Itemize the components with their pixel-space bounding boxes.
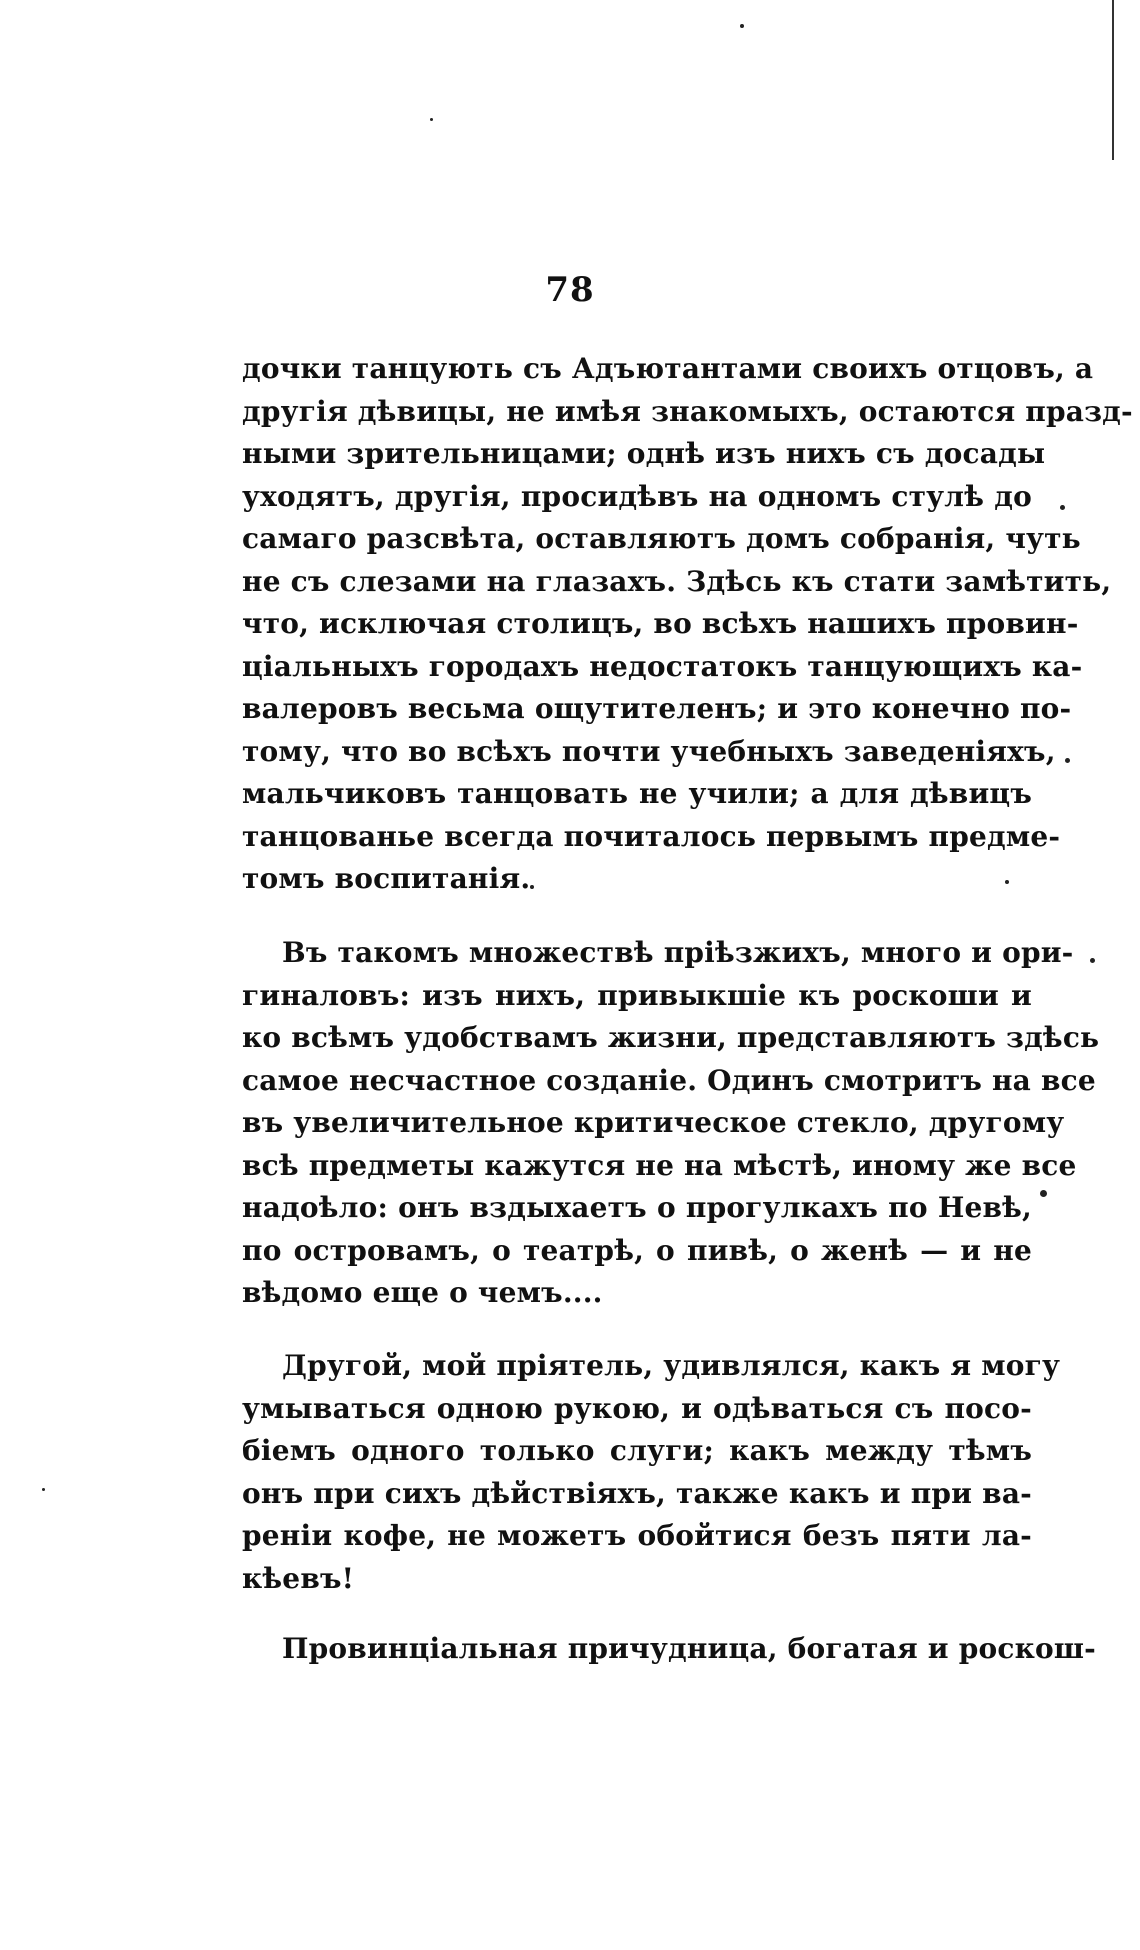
text-line: ными зрительницами; однѣ изъ нихъ съ досады <box>242 437 1046 470</box>
text-line: Провинціальная причудница, богатая и роскош- <box>282 1632 1097 1665</box>
text-line: самаго разсвѣта, оставляютъ домъ собранія, чуть <box>242 522 1081 555</box>
scan-speck <box>1040 1190 1047 1197</box>
paragraph-3 <box>242 1345 1061 1600</box>
text-line: онъ при сихъ дѣйствіяхъ, также какъ и при ва- <box>242 1476 1032 1510</box>
text-line: вѣдомо еще о чемъ.... <box>242 1276 603 1309</box>
text-line: реніи кофе, не можетъ обойтися безъ пяти ла- <box>242 1519 1032 1552</box>
paragraph-4 <box>242 1628 1097 1671</box>
text-line: уходятъ, другія, просидѣвъ на одномъ стулѣ до <box>242 479 1032 513</box>
scan-speck <box>1065 758 1070 763</box>
scan-edge-line <box>1112 0 1114 160</box>
scan-speck <box>1090 958 1095 963</box>
text-line: біемъ одного только слуги; какъ между тѣмъ <box>242 1434 1032 1467</box>
text-line: умываться одною рукою, и одѣваться съ посо- <box>242 1391 1032 1425</box>
text-line: всѣ предметы кажутся не на мѣстѣ, иному же все <box>242 1148 1077 1182</box>
text-line: кѣевъ! <box>242 1561 355 1595</box>
scan-speck <box>530 885 534 889</box>
text-line: въ увеличительное критическое стекло, другому <box>242 1106 1065 1139</box>
text-line: по островамъ, о театрѣ, о пивѣ, о женѣ — и не <box>242 1233 1032 1267</box>
scan-speck <box>1060 505 1065 510</box>
scan-speck <box>430 118 433 121</box>
text-line: гиналовъ: изъ нихъ, привыкшіе къ роскоши и <box>242 978 1032 1012</box>
text-line: другія дѣвицы, не имѣя знакомыхъ, остаются празд- <box>242 394 1133 428</box>
text-line: самое несчастное созданіе. Одинъ смотритъ на все <box>242 1063 1096 1097</box>
scan-speck <box>42 1488 45 1491</box>
text-line: томъ воспитанія. <box>242 862 531 895</box>
text-line: Въ такомъ множествѣ пріѣзжихъ, много и ори- <box>282 936 1074 969</box>
text-line: танцованье всегда почиталось первымъ предме- <box>242 819 1061 853</box>
text-line: тому, что во всѣхъ почти учебныхъ заведеніяхъ, <box>242 734 1056 768</box>
text-line: надоѣло: онъ вздыхаетъ о прогулкахъ по Невѣ, <box>242 1191 1032 1224</box>
paragraph-1 <box>242 348 1133 901</box>
text-line: дочки танцують съ Адъютантами своихъ отцовъ, а <box>242 352 1094 385</box>
text-line: валеровъ весьма ощутителенъ; и это конечно по- <box>242 692 1072 725</box>
text-line: ціальныхъ городахъ недостатокъ танцующихъ ка- <box>242 649 1083 683</box>
page-number: 78 <box>545 270 595 310</box>
text-line: не съ слезами на глазахъ. Здѣсь къ стати замѣтить, <box>242 564 1112 598</box>
paragraph-2 <box>242 932 1100 1315</box>
text-line: что, исключая столицъ, во всѣхъ нашихъ провин- <box>242 607 1079 640</box>
scan-speck <box>740 24 744 28</box>
text-line: мальчиковъ танцовать не учили; а для дѣвицъ <box>242 777 1032 810</box>
text-line: Другой, мой пріятель, удивлялся, какъ я могу <box>282 1349 1061 1382</box>
scan-speck <box>1005 880 1009 884</box>
text-line: ко всѣмъ удобствамъ жизни, представляютъ здѣсь <box>242 1021 1100 1054</box>
